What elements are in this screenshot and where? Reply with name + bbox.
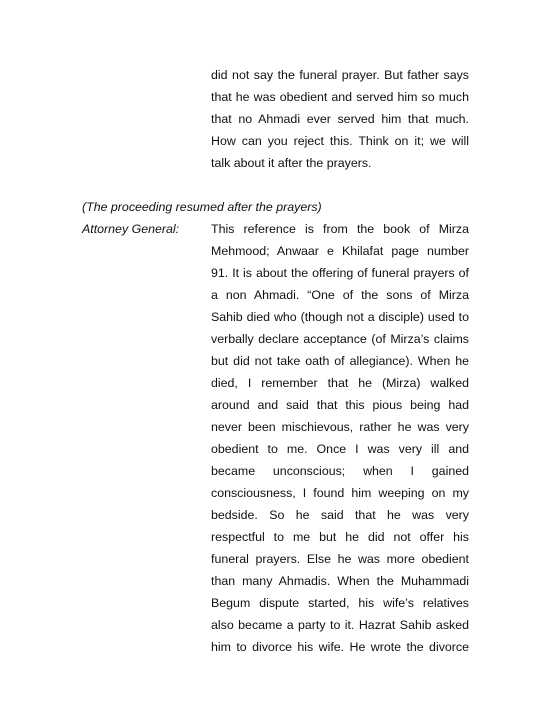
speech-line: obedient to me. Once I was very ill and (211, 442, 469, 456)
paragraph-line: talk about it after the prayers. (211, 156, 372, 170)
speech-line: became unconscious; when I gained (211, 464, 469, 478)
paragraph-line: that he was obedient and served him so much (211, 90, 469, 104)
speech-line: but did not take oath of allegiance). When he (211, 354, 469, 368)
continued-paragraph (211, 64, 469, 174)
speech-line: verbally declare acceptance (of Mirza’s claims (211, 332, 469, 346)
speech-line: him to divorce his wife. He wrote the divorce (211, 640, 469, 654)
proceeding-note: (The proceeding resumed after the prayers) (82, 200, 322, 214)
speech-line: consciousness, I found him weeping on my (211, 486, 469, 500)
speech-line: funeral prayers. Else he was more obedient (211, 552, 469, 566)
speech-paragraph (211, 218, 469, 658)
speech-line: than many Ahmadis. When the Muhammadi (211, 574, 469, 588)
speech-line: Sahib died who (though not a disciple) used to (211, 310, 469, 324)
speech-line: Mehmood; Anwaar e Khilafat page number (211, 244, 469, 258)
speech-line: bedside. So he said that he was very (211, 508, 469, 522)
speech-line: never been mischievous, rather he was very (211, 420, 469, 434)
paragraph-line: How can you reject this. Think on it; we will (211, 134, 469, 148)
speech-line: respectful to me but he did not offer his (211, 530, 469, 544)
paragraph-line: did not say the funeral prayer. But father says (211, 68, 469, 82)
speech-line: This reference is from the book of Mirza (211, 222, 469, 236)
speech-line: around and said that this pious being had (211, 398, 469, 412)
speech-line: died, I remember that he (Mirza) walked (211, 376, 469, 390)
speech-line: a non Ahmadi. “One of the sons of Mirza (211, 288, 469, 302)
speech-line: 91. It is about the offering of funeral prayers of (211, 266, 469, 280)
speech-line: also became a party to it. Hazrat Sahib asked (211, 618, 469, 632)
speaker-label: Attorney General: (82, 222, 180, 236)
paragraph-line: that no Ahmadi ever served him that much. (211, 112, 469, 126)
speech-line: Begum dispute started, his wife’s relatives (211, 596, 469, 610)
